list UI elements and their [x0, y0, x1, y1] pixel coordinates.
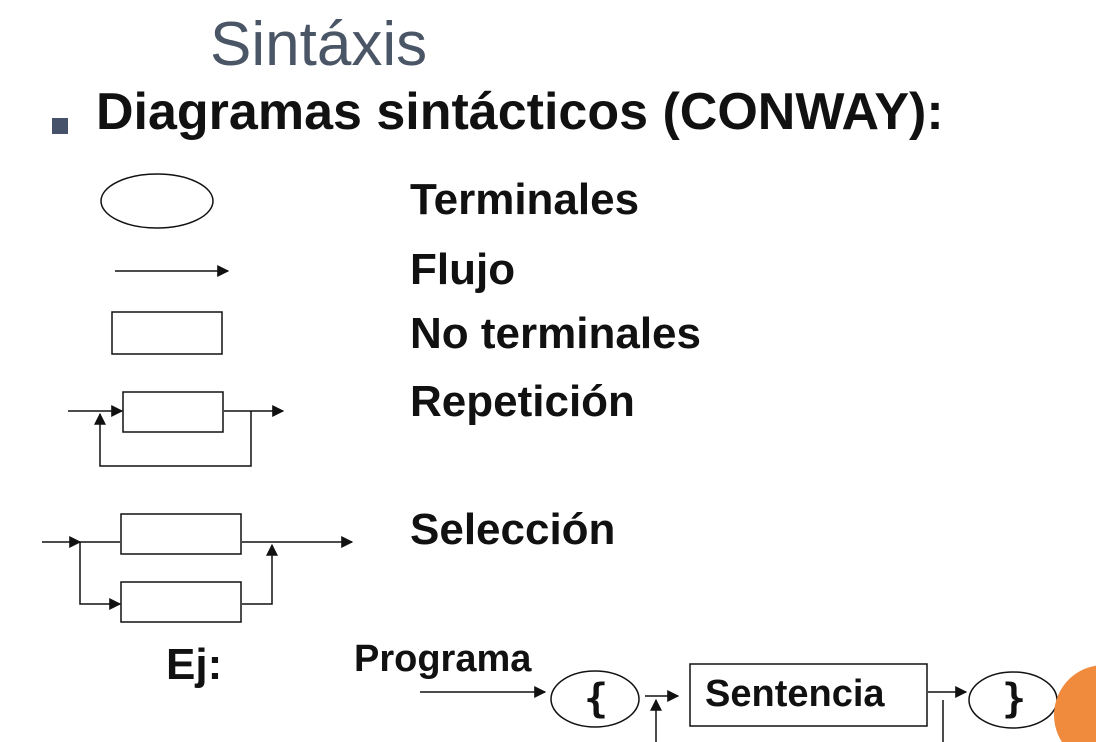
page-title: Sintáxis	[210, 10, 428, 79]
label-terminales: Terminales	[410, 175, 640, 224]
nonterminal-rect-symbol	[112, 312, 222, 354]
decorative-orange-circle	[1054, 665, 1096, 742]
label-repeticion: Repetición	[410, 377, 635, 426]
close-brace-terminal: }	[1002, 676, 1027, 722]
label-flujo: Flujo	[410, 245, 516, 294]
example-label: Ej:	[166, 640, 223, 689]
terminal-ellipse-symbol	[101, 174, 213, 228]
section-heading: Diagramas sintácticos (CONWAY):	[96, 83, 944, 141]
open-brace-terminal: {	[584, 676, 609, 722]
selection-symbol	[42, 514, 352, 622]
label-seleccion: Selección	[410, 505, 616, 554]
repetition-symbol	[68, 392, 283, 466]
label-no-terminales: No terminales	[410, 309, 701, 358]
example-name: Programa	[354, 638, 532, 680]
sentencia-nonterminal: Sentencia	[705, 673, 885, 715]
